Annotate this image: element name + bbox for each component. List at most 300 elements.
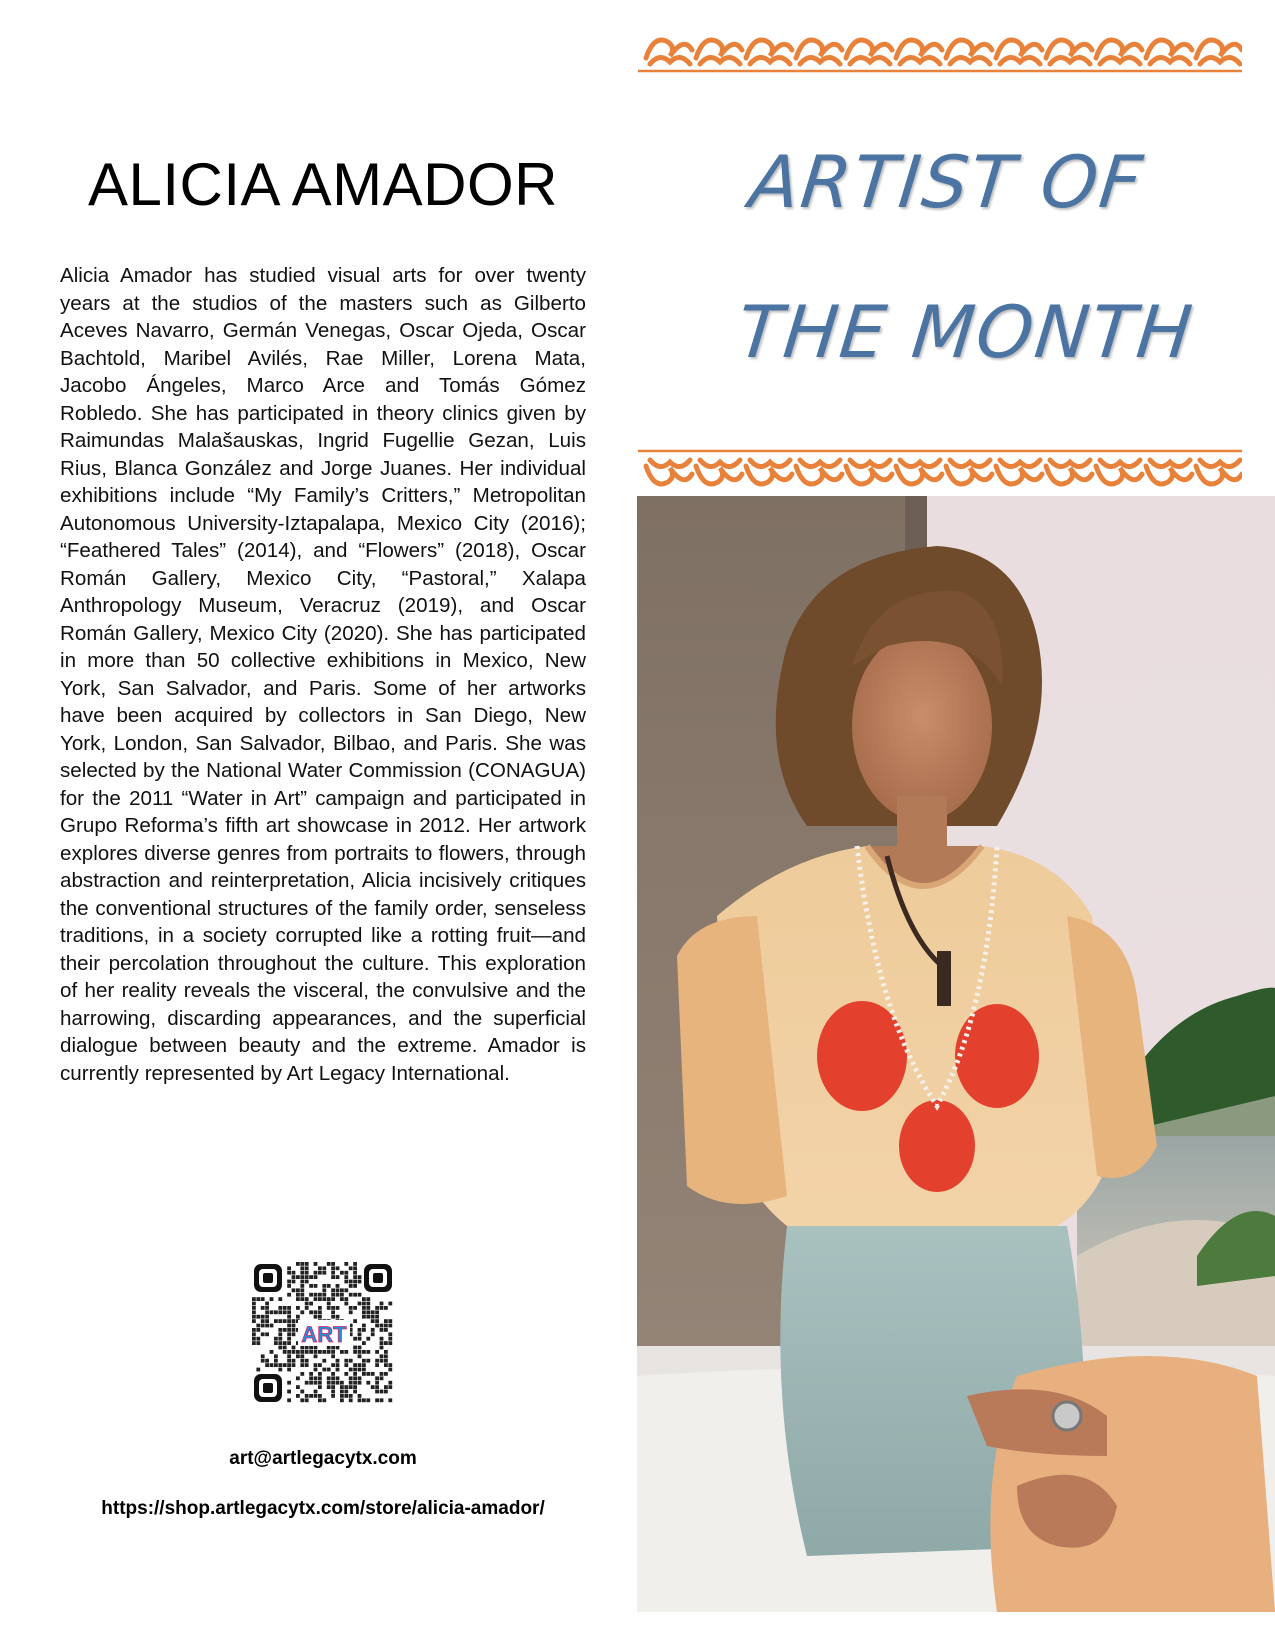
qr-module xyxy=(305,1363,309,1367)
qr-module xyxy=(318,1350,322,1354)
qr-module xyxy=(358,1280,362,1284)
qr-module xyxy=(252,1319,256,1323)
qr-module xyxy=(380,1359,384,1363)
qr-module xyxy=(287,1368,291,1372)
qr-module xyxy=(283,1310,287,1314)
qr-module xyxy=(336,1288,340,1292)
qr-module xyxy=(344,1280,348,1284)
qr-module xyxy=(256,1341,260,1345)
qr-module xyxy=(362,1306,366,1310)
qr-module xyxy=(327,1302,331,1306)
qr-module xyxy=(380,1328,384,1332)
qr-module xyxy=(384,1306,388,1310)
qr-module xyxy=(388,1385,392,1389)
qr-module xyxy=(252,1315,256,1319)
qr-module xyxy=(274,1337,278,1341)
qr-module xyxy=(287,1280,291,1284)
qr-module xyxy=(344,1359,348,1363)
store-url[interactable]: https://shop.artlegacytx.com/store/alicia-amador/ xyxy=(101,1498,545,1519)
qr-module xyxy=(309,1310,313,1314)
qr-module xyxy=(261,1319,265,1323)
qr-module xyxy=(322,1288,326,1292)
qr-module xyxy=(353,1306,357,1310)
qr-module xyxy=(300,1297,304,1301)
ornament-motif xyxy=(846,460,892,484)
qr-module xyxy=(362,1368,366,1372)
qr-module xyxy=(292,1288,296,1292)
qr-module xyxy=(309,1302,313,1306)
qr-module xyxy=(261,1306,265,1310)
qr-module xyxy=(375,1381,379,1385)
qr-module xyxy=(375,1390,379,1394)
qr-module xyxy=(340,1398,344,1402)
qr-module xyxy=(314,1363,318,1367)
qr-module xyxy=(331,1394,335,1398)
qr-module xyxy=(331,1266,335,1270)
qr-module xyxy=(283,1350,287,1354)
qr-module xyxy=(375,1350,379,1354)
qr-module xyxy=(292,1363,296,1367)
qr-module xyxy=(318,1363,322,1367)
qr-module xyxy=(375,1398,379,1402)
qr-module xyxy=(274,1319,278,1323)
qr-module xyxy=(309,1350,313,1354)
qr-module xyxy=(384,1324,388,1328)
qr-module xyxy=(322,1284,326,1288)
qr-module xyxy=(292,1319,296,1323)
qr-module xyxy=(327,1385,331,1389)
qr-module xyxy=(349,1376,353,1380)
qr-module xyxy=(371,1315,375,1319)
qr-module xyxy=(318,1398,322,1402)
qr-module xyxy=(305,1271,309,1275)
qr-module xyxy=(270,1350,274,1354)
qr-module xyxy=(327,1297,331,1301)
qr-module xyxy=(362,1302,366,1306)
qr-module xyxy=(322,1271,326,1275)
qr-module xyxy=(287,1398,291,1402)
qr-module xyxy=(349,1284,353,1288)
qr-module xyxy=(314,1293,318,1297)
qr-module xyxy=(283,1346,287,1350)
qr-module xyxy=(287,1293,291,1297)
qr-module xyxy=(318,1381,322,1385)
qr-module xyxy=(388,1398,392,1402)
qr-module xyxy=(278,1368,282,1372)
qr-module xyxy=(340,1394,344,1398)
qr-module xyxy=(300,1359,304,1363)
ornament-motif xyxy=(1196,40,1242,64)
qr-module xyxy=(300,1398,304,1402)
qr-module xyxy=(358,1398,362,1402)
qr-module xyxy=(358,1328,362,1332)
qr-module xyxy=(340,1385,344,1389)
qr-module xyxy=(252,1310,256,1314)
qr-module xyxy=(278,1310,282,1314)
qr-module xyxy=(371,1310,375,1314)
qr-module xyxy=(296,1394,300,1398)
qr-module xyxy=(362,1372,366,1376)
qr-module xyxy=(292,1280,296,1284)
qr-module xyxy=(353,1363,357,1367)
qr-module xyxy=(318,1271,322,1275)
qr-module xyxy=(327,1306,331,1310)
ornament-motif xyxy=(946,40,992,64)
qr-module xyxy=(261,1354,265,1358)
qr-module xyxy=(300,1310,304,1314)
qr-module xyxy=(375,1359,379,1363)
qr-module xyxy=(287,1350,291,1354)
qr-module xyxy=(314,1275,318,1279)
qr-module xyxy=(380,1341,384,1345)
qr-module xyxy=(375,1324,379,1328)
qr-module xyxy=(362,1363,366,1367)
qr-module xyxy=(384,1350,388,1354)
qr-module xyxy=(300,1266,304,1270)
qr-module xyxy=(292,1328,296,1332)
qr-module xyxy=(265,1302,269,1306)
ornament-motif xyxy=(846,40,892,64)
qr-module xyxy=(331,1271,335,1275)
qr-module xyxy=(292,1275,296,1279)
qr-module xyxy=(314,1310,318,1314)
qr-module xyxy=(296,1262,300,1266)
qr-module xyxy=(252,1341,256,1345)
qr-module xyxy=(309,1275,313,1279)
qr-module xyxy=(358,1381,362,1385)
ornament-motif xyxy=(746,460,792,484)
qr-module xyxy=(318,1315,322,1319)
ornament-motif xyxy=(1046,460,1092,484)
qr-module xyxy=(388,1302,392,1306)
qr-module xyxy=(292,1271,296,1275)
ornament-motif xyxy=(1096,460,1142,484)
qr-module xyxy=(371,1332,375,1336)
qr-module xyxy=(353,1346,357,1350)
qr-module xyxy=(331,1275,335,1279)
qr-module xyxy=(305,1350,309,1354)
qr-module xyxy=(300,1284,304,1288)
ornament-border-bottom xyxy=(638,448,1242,494)
qr-module xyxy=(292,1332,296,1336)
qr-module xyxy=(366,1337,370,1341)
qr-module xyxy=(366,1359,370,1363)
ornament-motif xyxy=(1196,460,1242,484)
qr-module xyxy=(322,1350,326,1354)
qr-module xyxy=(388,1324,392,1328)
qr-module xyxy=(305,1381,309,1385)
qr-module xyxy=(305,1297,309,1301)
qr-module xyxy=(292,1346,296,1350)
qr-module xyxy=(344,1394,348,1398)
qr-module xyxy=(300,1271,304,1275)
qr-module xyxy=(388,1368,392,1372)
qr-module xyxy=(375,1306,379,1310)
ornament-motif xyxy=(996,40,1042,64)
qr-module xyxy=(336,1376,340,1380)
qr-module xyxy=(340,1297,344,1301)
qr-module xyxy=(305,1302,309,1306)
qr-module xyxy=(353,1293,357,1297)
qr-module xyxy=(336,1359,340,1363)
qr-module xyxy=(340,1390,344,1394)
qr-module xyxy=(287,1354,291,1358)
ornament-motif xyxy=(696,40,742,64)
qr-module xyxy=(314,1262,318,1266)
qr-module xyxy=(314,1284,318,1288)
qr-module xyxy=(278,1346,282,1350)
qr-module xyxy=(340,1350,344,1354)
qr-module xyxy=(318,1293,322,1297)
qr-module xyxy=(358,1350,362,1354)
qr-module xyxy=(283,1319,287,1323)
qr-module xyxy=(261,1332,265,1336)
qr-module xyxy=(265,1306,269,1310)
qr-module xyxy=(296,1315,300,1319)
qr-module xyxy=(296,1288,300,1292)
qr-module xyxy=(252,1328,256,1332)
qr-module xyxy=(274,1359,278,1363)
qr-module xyxy=(349,1368,353,1372)
qr-module xyxy=(362,1310,366,1314)
qr-module xyxy=(300,1363,304,1367)
qr-module xyxy=(305,1359,309,1363)
qr-module xyxy=(309,1293,313,1297)
qr-module xyxy=(287,1359,291,1363)
qr-module xyxy=(336,1306,340,1310)
qr-module xyxy=(305,1266,309,1270)
artist-biography: Alicia Amador has studied visual arts for over twenty years at the studios of the masters such as Gilberto Aceves Navarro, Germán Venegas, Oscar Ojeda, Oscar Bachtold, Maribel Avilés, Rae Miller, Lorena Mata, Jacobo Ángeles, Marco Arce and Tomás Gómez Robledo. She has participated in theory clinics given by Raimundas Malašauskas, Ingrid Fugellie Gezan, Luis Rius, Blanca González and Jorge Juanes. Her individual exhibitions include “My Family’s Critters,” Metropolitan Autonomous University-Iztapalapa, Mexico City (2016); “Feathered Tales” (2014), and “Flowers” (2018), Oscar Román Gallery, Mexico City, “Pastoral,” Xalapa Anthropology Museum, Veracruz (2019), and Oscar Román Gallery, Mexico City (2020). She has participated in more than 50 collective exhibitions in Mexico, New York, San Salvador, and Paris. Some of her artworks have been acquired by collectors in San Diego, New York, London, San Salvador, Bilbao, and Paris. She was selected by the National Water Commission (CONAGUA) for the 2011 “Water in Art” campaign and participated in Grupo Reforma’s fifth art showcase in 2012. Her artwork explores diverse genres from portraits to flowers, through abstraction and reinterpretation, Alicia incisively critiques the conventional structures of the family order, senseless traditions, in a society corrupted like a rotting fruit—and their percolation throughout the culture. This exploration of her reality reveals the visceral, the convulsive and the harrowing, discarding appearances, and the superficial dialogue between beauty and the extreme. Amador is currently represented by Art Legacy International. xyxy=(60,264,586,1085)
qr-module xyxy=(252,1332,256,1336)
qr-module xyxy=(353,1275,357,1279)
qr-module xyxy=(256,1368,260,1372)
qr-module xyxy=(309,1372,313,1376)
qr-module xyxy=(366,1297,370,1301)
qr-module xyxy=(287,1324,291,1328)
qr-module xyxy=(318,1372,322,1376)
qr-module xyxy=(353,1372,357,1376)
qr-module xyxy=(358,1293,362,1297)
qr-module xyxy=(371,1319,375,1323)
qr-module xyxy=(336,1381,340,1385)
qr-module xyxy=(292,1350,296,1354)
qr-module xyxy=(380,1398,384,1402)
qr-module xyxy=(265,1324,269,1328)
qr-module xyxy=(366,1306,370,1310)
qr-module xyxy=(327,1262,331,1266)
qr-module xyxy=(322,1266,326,1270)
qr-module xyxy=(384,1328,388,1332)
qr-module xyxy=(331,1354,335,1358)
qr-module xyxy=(265,1332,269,1336)
qr-module xyxy=(331,1363,335,1367)
qr-module xyxy=(256,1315,260,1319)
qr-module xyxy=(362,1315,366,1319)
qr-module xyxy=(296,1293,300,1297)
ornament-motif xyxy=(646,40,692,64)
qr-module xyxy=(388,1341,392,1345)
qr-module xyxy=(265,1359,269,1363)
headline-line-1: ARTIST OF xyxy=(745,140,1148,224)
qr-module xyxy=(309,1284,313,1288)
qr-module xyxy=(375,1310,379,1314)
qr-module xyxy=(388,1337,392,1341)
qr-module xyxy=(388,1363,392,1367)
qr-module xyxy=(270,1297,274,1301)
qr-module xyxy=(353,1390,357,1394)
qr-module xyxy=(336,1293,340,1297)
qr-module xyxy=(287,1390,291,1394)
ornament-motif xyxy=(1096,40,1142,64)
qr-module xyxy=(349,1293,353,1297)
qr-module xyxy=(336,1266,340,1270)
qr-module xyxy=(283,1363,287,1367)
headline-line-2: THE MONTH xyxy=(733,290,1198,374)
qr-module xyxy=(300,1354,304,1358)
qr-module xyxy=(314,1297,318,1301)
qr-module xyxy=(362,1341,366,1345)
qr-module xyxy=(340,1381,344,1385)
qr-module xyxy=(283,1328,287,1332)
qr-module xyxy=(349,1385,353,1389)
qr-module xyxy=(340,1271,344,1275)
qr-module xyxy=(314,1350,318,1354)
qr-module xyxy=(331,1306,335,1310)
qr-module xyxy=(252,1297,256,1301)
qr-module xyxy=(327,1376,331,1380)
qr-module xyxy=(318,1297,322,1301)
qr-module xyxy=(358,1275,362,1279)
qr-module xyxy=(384,1385,388,1389)
qr-module xyxy=(344,1271,348,1275)
qr-module xyxy=(287,1306,291,1310)
qr-module xyxy=(344,1350,348,1354)
qr-module xyxy=(314,1390,318,1394)
ornament-motif xyxy=(946,460,992,484)
qr-module xyxy=(300,1372,304,1376)
qr-module xyxy=(349,1306,353,1310)
qr-module xyxy=(331,1262,335,1266)
qr-module xyxy=(375,1315,379,1319)
ornament-motif xyxy=(1046,40,1092,64)
qr-module xyxy=(384,1341,388,1345)
qr-module xyxy=(331,1376,335,1380)
qr-module xyxy=(292,1359,296,1363)
qr-module xyxy=(384,1363,388,1367)
qr-module xyxy=(318,1394,322,1398)
qr-module xyxy=(261,1315,265,1319)
qr-module xyxy=(384,1359,388,1363)
qr-module xyxy=(287,1310,291,1314)
qr-module xyxy=(309,1376,313,1380)
qr-module xyxy=(287,1328,291,1332)
qr-module xyxy=(327,1350,331,1354)
qr-module xyxy=(358,1346,362,1350)
qr-module xyxy=(388,1332,392,1336)
qr-module xyxy=(358,1302,362,1306)
qr-module xyxy=(344,1363,348,1367)
qr-module xyxy=(384,1354,388,1358)
qr-module xyxy=(349,1394,353,1398)
qr-module xyxy=(287,1284,291,1288)
qr-module xyxy=(278,1341,282,1345)
qr-module xyxy=(366,1398,370,1402)
qr-module xyxy=(358,1354,362,1358)
qr-module xyxy=(314,1315,318,1319)
qr-module xyxy=(353,1337,357,1341)
qr-module xyxy=(309,1394,313,1398)
contact-email[interactable]: art@artlegacytx.com xyxy=(229,1448,417,1469)
qr-module xyxy=(278,1332,282,1336)
qr-module xyxy=(353,1284,357,1288)
qr-module xyxy=(327,1381,331,1385)
qr-module xyxy=(314,1376,318,1380)
qr-module xyxy=(252,1302,256,1306)
qr-module xyxy=(296,1354,300,1358)
qr-module xyxy=(384,1372,388,1376)
qr-module xyxy=(278,1328,282,1332)
qr-finder-top-right xyxy=(364,1264,392,1292)
qr-module xyxy=(256,1324,260,1328)
qr-module xyxy=(358,1332,362,1336)
qr-module xyxy=(349,1381,353,1385)
ornament-border-top xyxy=(638,28,1242,74)
qr-module xyxy=(296,1306,300,1310)
qr-module xyxy=(331,1372,335,1376)
qr-module xyxy=(344,1302,348,1306)
qr-module xyxy=(300,1293,304,1297)
qr-module xyxy=(278,1306,282,1310)
ornament-motif xyxy=(1146,40,1192,64)
qr-finder-top-left xyxy=(254,1264,282,1292)
qr-module xyxy=(287,1363,291,1367)
qr-module xyxy=(353,1319,357,1323)
qr-module xyxy=(331,1390,335,1394)
qr-module xyxy=(270,1324,274,1328)
qr-module xyxy=(336,1284,340,1288)
qr-module xyxy=(300,1350,304,1354)
qr-module xyxy=(322,1293,326,1297)
qr-module xyxy=(366,1302,370,1306)
qr-module xyxy=(300,1390,304,1394)
qr-module xyxy=(353,1376,357,1380)
qr-module xyxy=(305,1275,309,1279)
qr-module xyxy=(380,1354,384,1358)
qr-code[interactable] xyxy=(252,1262,394,1404)
qr-module xyxy=(287,1266,291,1270)
qr-module xyxy=(362,1398,366,1402)
qr-module xyxy=(336,1368,340,1372)
qr-module xyxy=(318,1306,322,1310)
qr-module xyxy=(380,1372,384,1376)
qr-module xyxy=(305,1398,309,1402)
ornament-motif xyxy=(896,40,942,64)
ornament-motif xyxy=(896,460,942,484)
qr-module xyxy=(331,1297,335,1301)
qr-module xyxy=(349,1398,353,1402)
qr-module xyxy=(358,1337,362,1341)
qr-module xyxy=(318,1376,322,1380)
qr-module xyxy=(318,1266,322,1270)
ornament-motif xyxy=(696,460,742,484)
qr-module xyxy=(331,1350,335,1354)
qr-module xyxy=(358,1368,362,1372)
qr-module xyxy=(296,1275,300,1279)
qr-module xyxy=(261,1297,265,1301)
qr-module xyxy=(274,1363,278,1367)
qr-module xyxy=(353,1368,357,1372)
qr-module xyxy=(287,1341,291,1345)
